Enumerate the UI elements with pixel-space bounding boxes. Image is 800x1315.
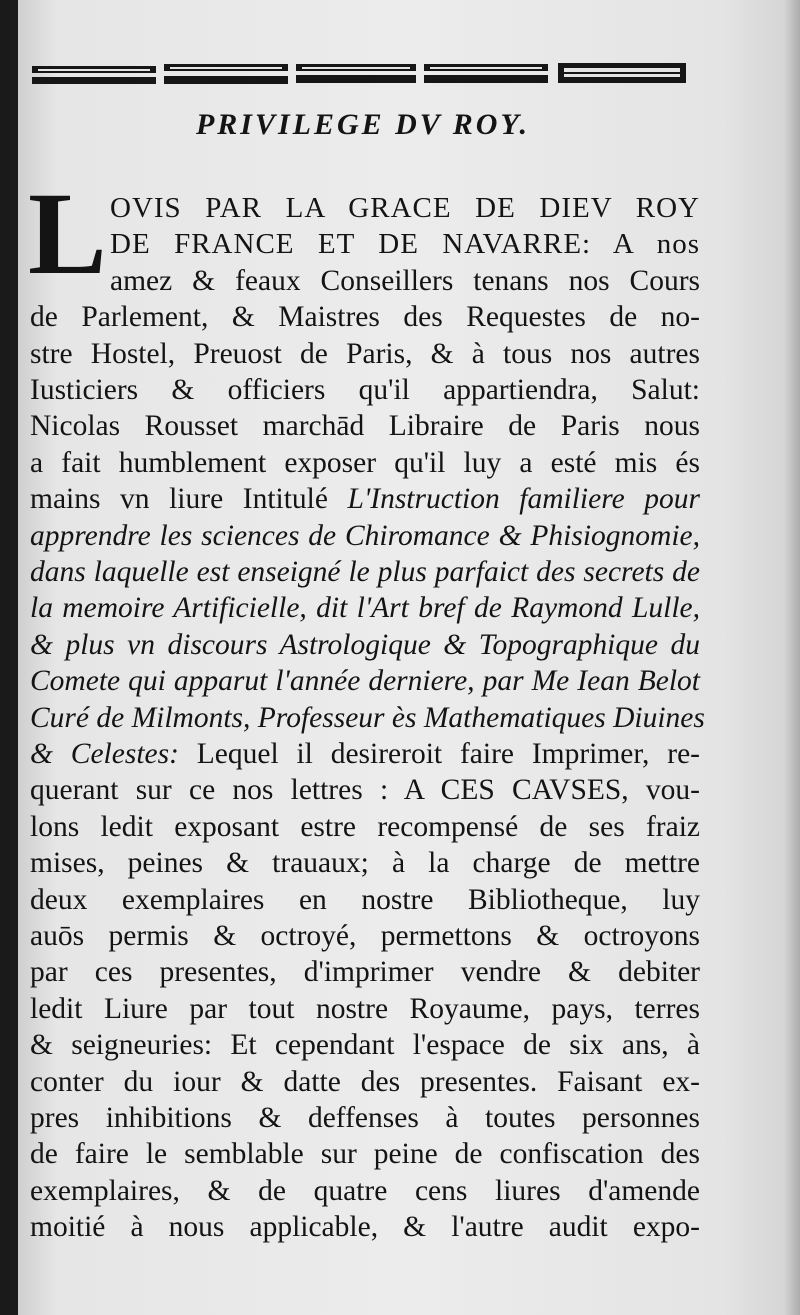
text-line: OVIS PAR LA GRACE DE DIEV ROY — [110, 192, 700, 224]
drop-capital: L — [28, 168, 107, 299]
text-line: & Celestes: Lequel il desireroit faire Imprimer, re- — [30, 738, 700, 770]
text-line: Nicolas Rousset marchād Libraire de Paris nous — [30, 410, 700, 443]
text-line: mains vn liure Intitulé L'Instruction familiere pour — [30, 483, 700, 516]
text-line: DE FRANCE ET DE NAVARRE: A nos — [110, 228, 700, 261]
text-line: moitié à nous applicable, & l'autre audit expo- — [30, 1211, 700, 1244]
text-line: conter du iour & datte des presentes. Faisant ex- — [30, 1065, 700, 1098]
text-line: dans laquelle est enseigné le plus parfaict des secrets de — [30, 556, 700, 588]
page-gutter-shadow — [784, 0, 800, 1315]
text-line: a fait humblement exposer qu'il luy a esté mis és — [30, 446, 700, 479]
text-line: de faire le semblable sur peine de confiscation des — [30, 1138, 700, 1171]
text-line: Comete qui apparut l'année derniere, par Me Iean Belot — [30, 665, 700, 698]
text-line: mises, peines & trauaux; à la charge de mettre — [30, 847, 700, 880]
text-line: & plus vn discours Astrologique & Topographique du — [30, 628, 700, 661]
text-line: ledit Liure par tout nostre Royaume, pays, terres — [30, 992, 700, 1025]
text-line: & seigneuries: Et cependant l'espace de six ans, à — [30, 1029, 700, 1062]
text-line: Iusticiers & officiers qu'il appartiendra, Salut: — [30, 374, 700, 406]
text-line: amez & feaux Conseillers tenans nos Cours — [110, 264, 700, 297]
text-line: de Parlement, & Maistres des Requestes de no- — [30, 301, 700, 334]
book-page — [18, 0, 800, 1315]
text-line: apprendre les sciences de Chiromance & Phisiognomie, — [30, 519, 700, 552]
text-line: Curé de Milmonts, Professeur ès Mathematiques Diuines — [30, 701, 705, 734]
text-line: exemplaires, & de quatre cens liures d'amende — [30, 1174, 700, 1207]
text-line: querant sur ce nos lettres : A CES CAVSES, vou- — [30, 774, 700, 807]
text-line: stre Hostel, Preuost de Paris, & à tous nos autres — [30, 337, 700, 370]
headpiece-ornament — [32, 60, 708, 90]
text-line: lons ledit exposant estre recompensé de ses fraiz — [30, 810, 700, 843]
page-heading: PRIVILEGE DV ROY. — [195, 108, 531, 141]
text-line: deux exemplaires en nostre Bibliotheque, luy — [30, 883, 700, 916]
text-line: la memoire Artificielle, dit l'Art bref de Raymond Lulle, — [30, 592, 700, 625]
text-line: par ces presentes, d'imprimer vendre & debiter — [30, 956, 700, 989]
text-line: pres inhibitions & deffenses à toutes personnes — [30, 1102, 700, 1134]
text-line: auōs permis & octroyé, permettons & octroyons — [30, 920, 700, 952]
